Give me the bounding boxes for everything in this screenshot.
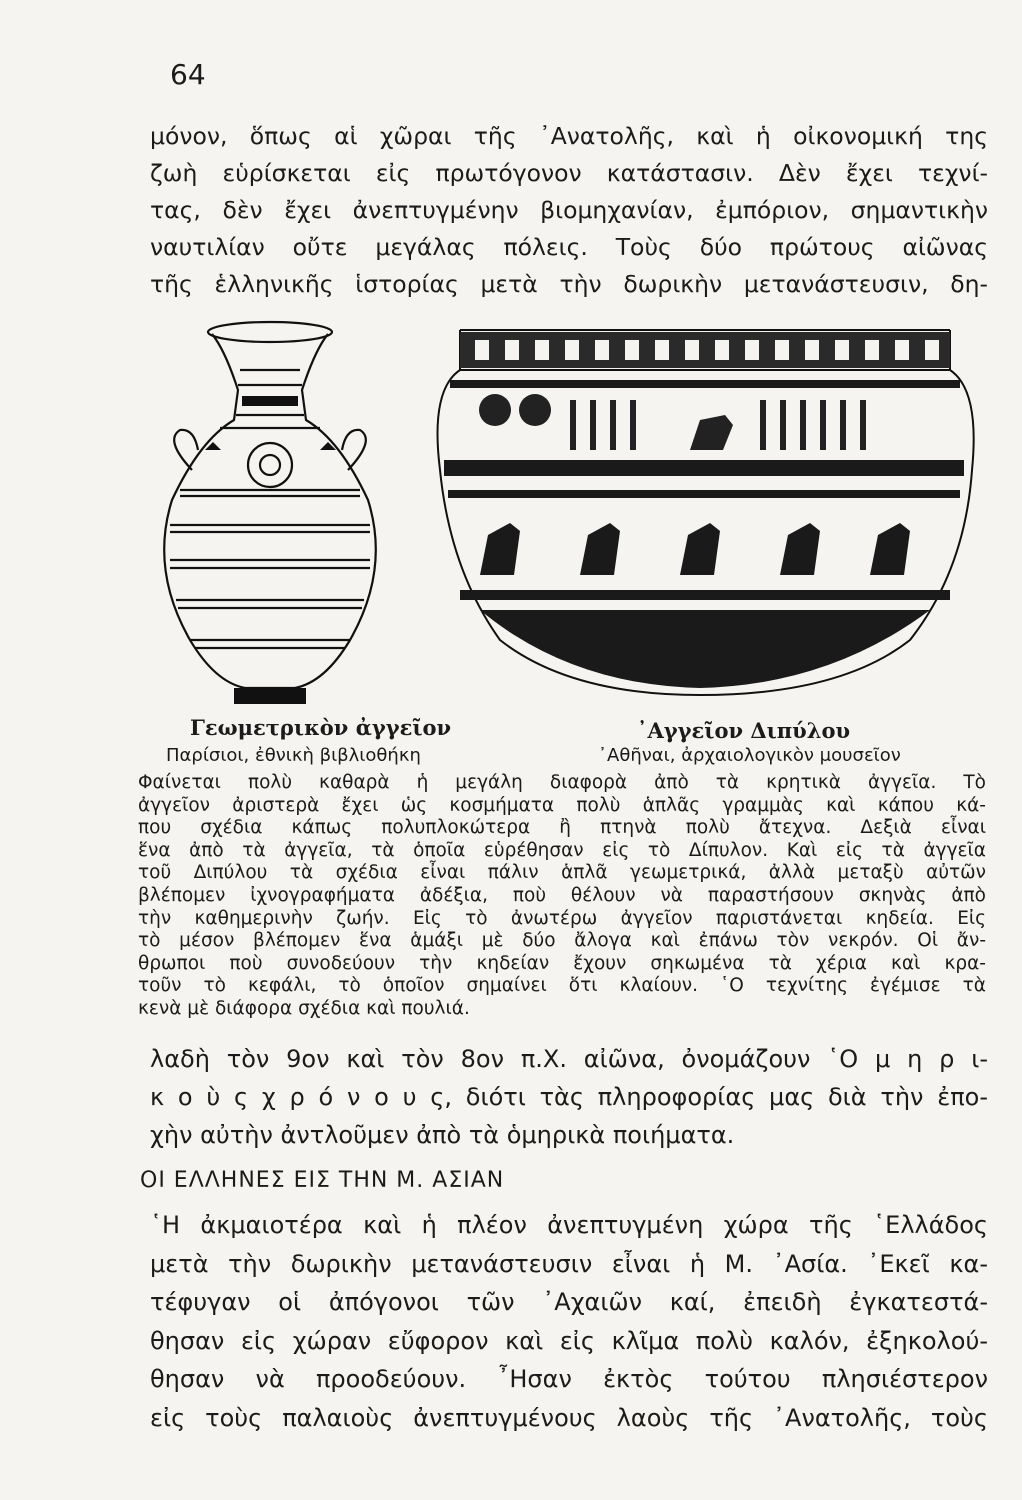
text-line: θησαν νὰ προοδεύουν. ῏Ησαν ἐκτὸς τούτου πλησιέστερον	[150, 1365, 988, 1393]
bottom-paragraph	[150, 1206, 988, 1437]
figure-caption	[138, 772, 986, 1021]
caption-line: που σχέδια κάπως πολυπλοκώτερα ἢ πτηνὰ πολὺ ἄτεχνα. Δεξιὰ εἶναι	[138, 817, 986, 839]
text-line: χὴν αὐτὴν ἀντλοῦμεν ἀπὸ τὰ ὁμηρικὰ ποιήματα.	[150, 1121, 735, 1149]
dipylon-krater-illustration	[420, 310, 990, 705]
mid-paragraph	[150, 1040, 988, 1154]
text-line: τας, δὲν ἔχει ἀνεπτυγμένην βιομηχανίαν, ἐμπόριον, σημαντικὴν	[150, 196, 988, 224]
caption-line: τοῦν τὸ κεφάλι, τὸ ὁποῖον σημαίνει ὅτι κλαίουν. ῾Ο τεχνίτης ἐγέμισε τὰ	[138, 975, 986, 997]
text-line: τέφυγαν οἱ ἀπόγονοι τῶν ᾿Αχαιῶν καί, ἐπειδὴ ἐγκατεστά-	[150, 1288, 988, 1316]
text-line: ναυτιλίαν οὔτε μεγάλας πόλεις. Τοὺς δύο πρώτους αἰῶνας	[150, 233, 988, 261]
caption-line: τὴν καθημερινὴν ζωήν. Εἰς τὸ ἀνωτέρω ἀγγεῖον παριστάνεται κηδεία. Εἰς	[138, 907, 986, 929]
text-line: εἰς τοὺς παλαιοὺς ἀνεπτυγμένους λαοὺς τῆς ᾿Ανατολῆς, τοὺς	[150, 1403, 988, 1432]
caption-line: ἕνα ἀπὸ τὰ ἀγγεῖα, τὰ ὁποῖα εὑρέθησαν εἰς τὸ Δίπυλον. Καὶ εἰς τὰ ἀγγεῖα	[138, 839, 986, 861]
figure-left-title: Γεωμετρικὸν ἀγγεῖον	[190, 715, 452, 740]
section-heading: ΟΙ ΕΛΛΗΝΕΣ ΕΙΣ ΤΗΝ Μ. ΑΣΙΑΝ	[140, 1168, 505, 1193]
geometric-vase-illustration	[150, 310, 390, 710]
text-line: ῾Η ἀκμαιοτέρα καὶ ἡ πλέον ἀνεπτυγμένη χώρα τῆς ῾Ελλάδος	[150, 1211, 988, 1239]
text-line: ζωὴ εὑρίσκεται εἰς πρωτόγονον κατάστασιν. Δὲν ἔχει τεχνί-	[150, 159, 988, 187]
text-line: θησαν εἰς χώραν εὔφορον καὶ εἰς κλῖμα πολὺ καλόν, ἐξηκολού-	[150, 1326, 988, 1355]
text-line: λαδὴ τὸν 9ον καὶ τὸν 8ον π.Χ. αἰῶνα, ὀνομάζουν ῾Ο μ η ρ ι-	[150, 1045, 988, 1073]
caption-line: τοῦ Διπύλου τὰ σχέδια εἶναι πάλιν ἁπλᾶ γεωμετρικά, ἀλλὰ μεταξὺ αὐτῶν	[138, 862, 986, 884]
text-line: μετὰ τὴν δωρικὴν μετανάστευσιν εἶναι ἡ Μ. ᾿Ασία. ᾿Εκεῖ κα-	[150, 1249, 988, 1278]
caption-line: ἀγγεῖον ἀριστερὰ ἔχει ὡς κοσμήματα πολὺ ἁπλᾶς γραμμὰς καὶ κάπου κά-	[138, 794, 986, 816]
page-number: 64	[170, 58, 206, 91]
figure-right-title: ᾿Αγγεῖον Διπύλου	[637, 718, 851, 743]
figure-right-location: ᾿Αθῆναι, ἀρχαιολογικὸν μουσεῖον	[598, 745, 901, 766]
text-line: τῆς ἑλληνικῆς ἱστορίας μετὰ τὴν δωρικὴν μετανάστευσιν, δη-	[150, 270, 988, 298]
text-line: μόνον, ὅπως αἱ χῶραι τῆς ᾿Ανατολῆς, καὶ ἡ οἰκονομική της	[150, 122, 988, 150]
caption-line: κενὰ μὲ διάφορα σχέδια καὶ πουλιά.	[138, 997, 470, 1019]
caption-line: θρωποι ποὺ συνοδεύουν τὴν κηδείαν ἔχουν σηκωμένα τὰ χέρια καὶ κρα-	[138, 952, 986, 974]
figure-left-location: Παρίσιοι, ἐθνικὴ βιβλιοθήκη	[166, 745, 421, 766]
caption-line: Φαίνεται πολὺ καθαρὰ ἡ μεγάλη διαφορὰ ἀπὸ τὰ κρητικὰ ἀγγεῖα. Τὸ	[138, 772, 986, 793]
figures-area	[140, 305, 990, 743]
text-line: κ ο ὺ ς χ ρ ό ν ο υ ς, διότι τὰς πληροφορίας μας διὰ τὴν ἐπο-	[150, 1083, 988, 1111]
caption-line: τὸ μέσον βλέπομεν ἕνα ἁμάξι μὲ δύο ἄλογα καὶ ἐπάνω τὸν νεκρόν. Οἱ ἄν-	[138, 930, 986, 952]
top-paragraph	[150, 118, 988, 303]
caption-line: βλέπομεν ἰχνογραφήματα ἀδέξια, ποὺ θέλουν νὰ παραστήσουν σκηνὰς ἀπὸ	[138, 884, 986, 906]
